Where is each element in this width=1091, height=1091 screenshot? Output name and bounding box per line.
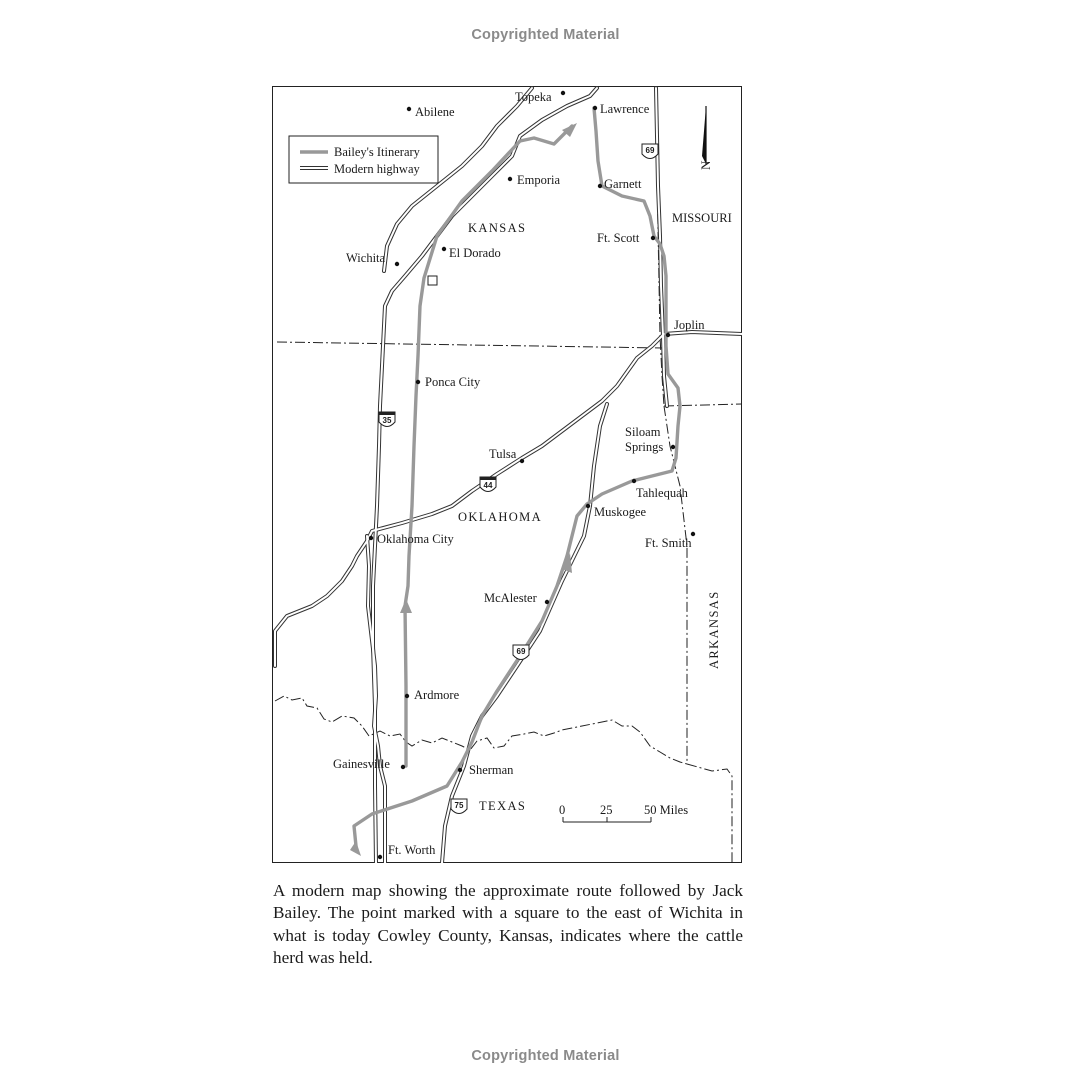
- shield-us69-north: [642, 144, 658, 159]
- svg-text:44: 44: [483, 481, 493, 490]
- label-ft-smith: Ft. Smith: [645, 536, 692, 550]
- label-wichita: Wichita: [346, 251, 386, 265]
- label-ponca-city: Ponca City: [425, 375, 481, 389]
- label-ardmore: Ardmore: [414, 688, 460, 702]
- region-oklahoma: OKLAHOMA: [458, 510, 543, 524]
- scale-zero: 0: [559, 803, 566, 817]
- map-frame: [273, 87, 742, 863]
- label-ft-scott: Ft. Scott: [597, 231, 640, 245]
- label-sherman: Sherman: [469, 763, 514, 777]
- svg-text:35: 35: [382, 416, 392, 425]
- map-legend: [289, 136, 438, 183]
- label-ft-worth: Ft. Worth: [388, 843, 436, 857]
- shield-us75: [451, 799, 467, 814]
- label-tahlequah: Tahlequah: [636, 486, 688, 500]
- svg-text:69: 69: [645, 146, 655, 155]
- svg-text:69: 69: [516, 647, 526, 656]
- shield-us69-south: [513, 645, 529, 660]
- region-arkansas: ARKANSAS: [707, 590, 721, 669]
- legend-highway-label: Modern highway: [334, 162, 420, 176]
- label-mcalester: McAlester: [484, 591, 537, 605]
- label-el-dorado: El Dorado: [449, 246, 501, 260]
- label-oklahoma-city: Oklahoma City: [377, 532, 454, 546]
- svg-text:75: 75: [454, 801, 464, 810]
- scale-mid: 25: [600, 803, 613, 817]
- label-lawrence: Lawrence: [600, 102, 650, 116]
- watermark-top: Copyrighted Material: [471, 27, 620, 43]
- label-emporia: Emporia: [517, 173, 561, 187]
- north-label: N: [698, 160, 713, 170]
- herd-location-square: [428, 276, 437, 285]
- label-muskogee: Muskogee: [594, 505, 647, 519]
- label-garnett: Garnett: [604, 177, 642, 191]
- route-map: [272, 86, 742, 863]
- map-caption: A modern map showing the approximate route followed by Jack Bailey. The point marked with a square to the east of Wichita in what is today Cowley County, Kansas, indicates where the cattle herd was held.: [273, 881, 743, 968]
- label-tulsa: Tulsa: [489, 447, 517, 461]
- label-abilene: Abilene: [415, 105, 455, 119]
- region-missouri: MISSOURI: [672, 211, 732, 225]
- legend-route-label: Bailey's Itinerary: [334, 145, 420, 159]
- region-kansas: KANSAS: [468, 221, 527, 235]
- watermark-bottom: Copyrighted Material: [471, 1048, 620, 1064]
- label-topeka: Topeka: [515, 90, 552, 104]
- label-gainesville: Gainesville: [333, 757, 390, 771]
- shield-i35: [379, 412, 395, 427]
- label-joplin: Joplin: [674, 318, 705, 332]
- shield-i44: [480, 477, 496, 492]
- scale-end: 50 Miles: [644, 803, 689, 817]
- region-texas: TEXAS: [479, 799, 527, 813]
- label-siloam-1: Siloam: [625, 425, 661, 439]
- label-siloam-2: Springs: [625, 440, 664, 454]
